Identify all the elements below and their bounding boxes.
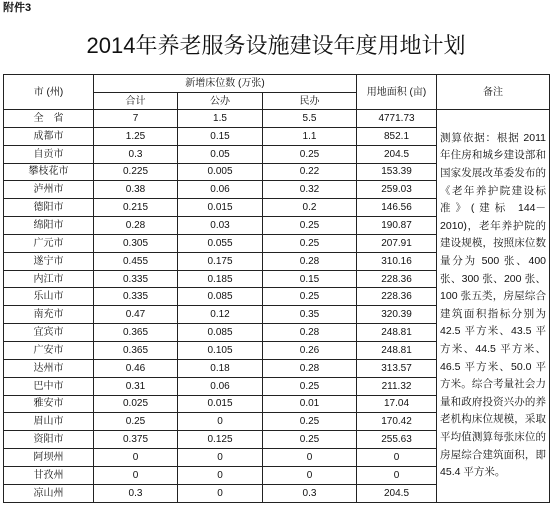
row-value-area: 211.32 <box>357 377 437 395</box>
row-value-area: 255.63 <box>357 431 437 449</box>
row-region-name: 绵阳市 <box>4 217 94 235</box>
row-value-total: 0.025 <box>94 395 178 413</box>
row-value-private: 0.25 <box>263 288 357 306</box>
row-value-area: 0 <box>357 449 437 467</box>
row-value-private: 0.01 <box>263 395 357 413</box>
row-value-area: 248.81 <box>357 341 437 359</box>
row-value-area: 259.03 <box>357 181 437 199</box>
row-value-public: 0.015 <box>178 199 263 217</box>
row-value-total: 0.28 <box>94 217 178 235</box>
row-region-name: 达州市 <box>4 359 94 377</box>
row-value-total: 0.31 <box>94 377 178 395</box>
row-value-public: 0.085 <box>178 288 263 306</box>
row-value-private: 0.28 <box>263 324 357 342</box>
row-value-total: 0.225 <box>94 163 178 181</box>
row-value-area: 153.39 <box>357 163 437 181</box>
table-body <box>4 110 550 503</box>
page-title: 2014年养老服务设施建设年度用地计划 <box>86 33 466 58</box>
row-region-name: 遂宁市 <box>4 252 94 270</box>
row-value-area: 170.42 <box>357 413 437 431</box>
row-region-name: 内江市 <box>4 270 94 288</box>
row-value-total: 0.38 <box>94 181 178 199</box>
row-value-total: 0.25 <box>94 413 178 431</box>
header-remarks: 备注 <box>437 75 550 110</box>
row-region-name: 南充市 <box>4 306 94 324</box>
row-value-private: 0.28 <box>263 359 357 377</box>
row-value-private: 0.3 <box>263 484 357 502</box>
row-value-public: 0.085 <box>178 324 263 342</box>
row-value-total: 0.455 <box>94 252 178 270</box>
row-region-name: 自贡市 <box>4 145 94 163</box>
row-value-total: 0.365 <box>94 324 178 342</box>
row-value-private: 0.25 <box>263 234 357 252</box>
row-value-public: 0.18 <box>178 359 263 377</box>
row-region-name: 成都市 <box>4 127 94 145</box>
row-value-area: 228.36 <box>357 270 437 288</box>
row-value-area: 146.56 <box>357 199 437 217</box>
row-value-total: 0 <box>94 449 178 467</box>
row-value-area: 313.57 <box>357 359 437 377</box>
row-region-name: 雅安市 <box>4 395 94 413</box>
row-value-area: 204.5 <box>357 145 437 163</box>
row-value-public: 0.06 <box>178 181 263 199</box>
row-value-private: 0.22 <box>263 163 357 181</box>
row-value-area: 320.39 <box>357 306 437 324</box>
row-value-public: 0.055 <box>178 234 263 252</box>
row-value-area: 228.36 <box>357 288 437 306</box>
row-region-name: 全 省 <box>4 110 94 128</box>
row-value-public: 0.185 <box>178 270 263 288</box>
row-value-private: 0.15 <box>263 270 357 288</box>
row-value-area: 4771.73 <box>357 110 437 128</box>
row-value-public: 0 <box>178 449 263 467</box>
header-beds-total: 合计 <box>94 93 178 110</box>
row-region-name: 阿坝州 <box>4 449 94 467</box>
row-value-private: 0.25 <box>263 217 357 235</box>
row-value-private: 1.1 <box>263 127 357 145</box>
row-value-private: 5.5 <box>263 110 357 128</box>
row-value-public: 0.005 <box>178 163 263 181</box>
row-region-name: 乐山市 <box>4 288 94 306</box>
row-value-total: 0.3 <box>94 484 178 502</box>
row-value-area: 204.5 <box>357 484 437 502</box>
row-value-public: 0 <box>178 484 263 502</box>
header-beds-private: 民办 <box>263 93 357 110</box>
row-value-private: 0.28 <box>263 252 357 270</box>
row-region-name: 攀枝花市 <box>4 163 94 181</box>
row-value-area: 0 <box>357 466 437 484</box>
row-value-public: 0.15 <box>178 127 263 145</box>
land-use-plan-table <box>3 74 550 503</box>
row-value-private: 0.2 <box>263 199 357 217</box>
row-value-total: 1.25 <box>94 127 178 145</box>
row-value-total: 0.335 <box>94 288 178 306</box>
row-value-private: 0 <box>263 466 357 484</box>
row-value-private: 0.25 <box>263 413 357 431</box>
remarks-text: 测算依据：根据 2011 年住房和城乡建设部和国家发展改革委发布的《老年养护院建设标准》(建标 144－2010)，老年养护院的建设规模，按照床位数量分为 500 张、400 张、300 张、200 张、100 张五类，房屋综合建筑面积指标分别为 42.5 平方米、43.5 平方米、44.5 平方米、46.5 平方米、50.0 平方米。综合考量社会力量和政府投资兴办的养老机构床位规模，采取平均值测算每张床位的房屋综合建筑面积，即 45.4 平方米。 <box>437 110 550 503</box>
attachment-label: 附件3 <box>3 2 32 14</box>
row-value-public: 0 <box>178 466 263 484</box>
row-value-area: 852.1 <box>357 127 437 145</box>
row-value-private: 0 <box>263 449 357 467</box>
row-value-public: 0.12 <box>178 306 263 324</box>
header-row-top <box>4 75 550 93</box>
row-value-area: 248.81 <box>357 324 437 342</box>
row-value-total: 0 <box>94 466 178 484</box>
header-new-beds: 新增床位数 (万张) <box>94 75 357 93</box>
row-value-private: 0.25 <box>263 145 357 163</box>
row-region-name: 德阳市 <box>4 199 94 217</box>
header-land-area: 用地面积 (亩) <box>357 75 437 110</box>
table-row <box>4 110 550 128</box>
row-value-total: 0.46 <box>94 359 178 377</box>
row-value-public: 0.175 <box>178 252 263 270</box>
row-value-public: 0.105 <box>178 341 263 359</box>
table-header <box>4 75 550 110</box>
row-value-total: 7 <box>94 110 178 128</box>
row-region-name: 眉山市 <box>4 413 94 431</box>
row-value-private: 0.25 <box>263 377 357 395</box>
row-value-public: 1.5 <box>178 110 263 128</box>
header-beds-public: 公办 <box>178 93 263 110</box>
header-city: 市 (州) <box>4 75 94 110</box>
row-region-name: 宜宾市 <box>4 324 94 342</box>
row-value-private: 0.35 <box>263 306 357 324</box>
row-value-total: 0.47 <box>94 306 178 324</box>
row-value-public: 0 <box>178 413 263 431</box>
row-value-total: 0.305 <box>94 234 178 252</box>
row-value-total: 0.335 <box>94 270 178 288</box>
row-value-total: 0.3 <box>94 145 178 163</box>
row-value-area: 310.16 <box>357 252 437 270</box>
row-region-name: 甘孜州 <box>4 466 94 484</box>
row-value-public: 0.06 <box>178 377 263 395</box>
row-value-total: 0.375 <box>94 431 178 449</box>
row-value-area: 190.87 <box>357 217 437 235</box>
row-region-name: 资阳市 <box>4 431 94 449</box>
row-value-total: 0.365 <box>94 341 178 359</box>
row-region-name: 巴中市 <box>4 377 94 395</box>
row-region-name: 泸州市 <box>4 181 94 199</box>
row-region-name: 凉山州 <box>4 484 94 502</box>
row-region-name: 广安市 <box>4 341 94 359</box>
row-value-public: 0.03 <box>178 217 263 235</box>
row-value-area: 207.91 <box>357 234 437 252</box>
row-value-private: 0.26 <box>263 341 357 359</box>
row-value-public: 0.015 <box>178 395 263 413</box>
row-value-total: 0.215 <box>94 199 178 217</box>
row-value-private: 0.32 <box>263 181 357 199</box>
row-value-public: 0.125 <box>178 431 263 449</box>
row-region-name: 广元市 <box>4 234 94 252</box>
row-value-public: 0.05 <box>178 145 263 163</box>
row-value-private: 0.25 <box>263 431 357 449</box>
row-value-area: 17.04 <box>357 395 437 413</box>
